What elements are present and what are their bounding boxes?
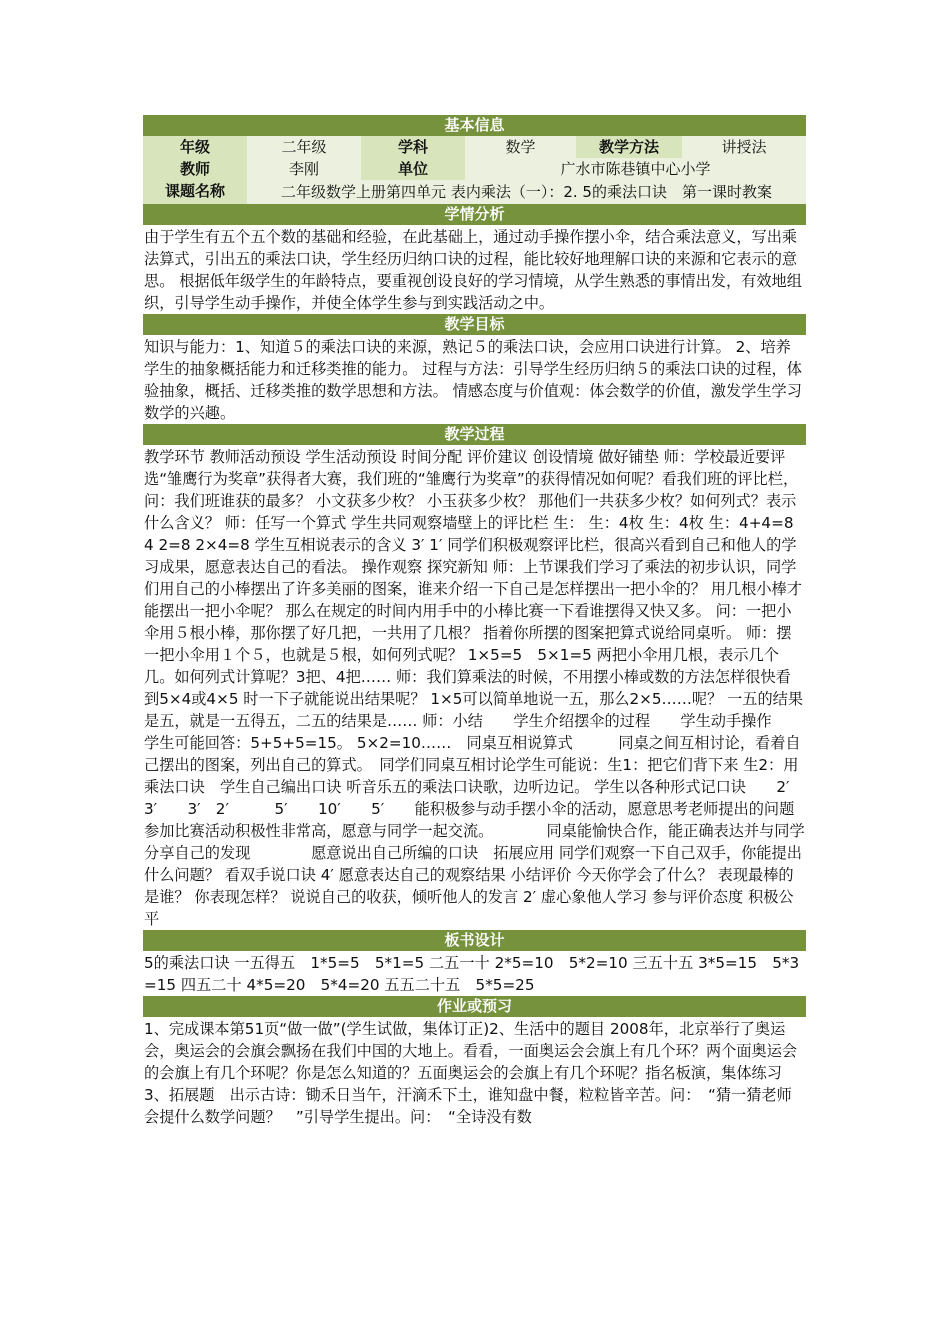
section-header-analysis: 学情分析 [143,204,806,225]
topic-label: 课题名称 [143,180,247,204]
analysis-text: 由于学生有五个五个数的基础和经验，在此基础上，通过动手操作摆小伞，结合乘法意义，写出乘法算式，引出五的乘法口诀，学生经历归纳口诀的过程，能比较好地理解口诀的来源和它表示的意思。 根据低年级学生的年龄特点，要重视创设良好的学习情境，从学生熟悉的事情出发，有效地组织，引导学生动手操作，并使全体学生参与到实践活动之中。 [144,228,802,312]
teacher-label: 教师 [143,158,247,180]
section-header-homework: 作业或预习 [143,996,806,1017]
unit-label: 单位 [361,158,465,180]
basic-info-grid [143,136,806,204]
homework-text: 1、完成课本第51页“做一做”(学生试做，集体订正)2、生活中的题目 2008年，北京举行了奥运会，奥运会的会旗会飘扬在我们中国的大地上。看看，一面奥运会会旗上有几个环？两个面奥运会的会旗上有几个环呢？你是怎么知道的？五面奥运会的会旗上有几个环呢？指名板演，集体练习 3、拓展题 出示古诗：锄禾日当午，汗滴禾下土，谁知盘中餐，粒粒皆辛苦。问： “猜一猜老师会提什么数学问题？ ”引导学生提出。问： “全诗没有数 [144,1020,798,1126]
process-text: 教学环节 教师活动预设 学生活动预设 时间分配 评价建议 创设情境 做好铺垫 师：学校最近要评选“雏鹰行为奖章”获得者大赛，我们班的“雏鹰行为奖章”的获得情况如何呢？看我们班的评比栏，问：我们班谁获的最多？ 小文获多少枚？ 小玉获多少枚？ 那他们一共获多少枚？如何列式？表示什么含义？ 师：任写一个算式 学生共同观察墙壁上的评比栏 生： 生：4枚 生：4枚 生：4+4=8 4 2=8 2×4=8 学生互相说表示的含义 3′ 1′ 同学们积极观察评比栏，很高兴看到自己和他人的学习成果，愿意表达自己的看法。 操作观察 探究新知 师：上节课我们学习了乘法的初步认识，同学们用自己的小棒摆出了许多美丽的图案，谁来介绍一下自己是怎样摆出一把小伞的？ 用几根小棒才能摆出一把小伞呢？ 那么在规定的时间内用手中的小棒比赛一下看谁摆得又快又多。 问：一把小伞用５根小棒，那你摆了好几把，一共用了几根？ 指着你所摆的图案把算式说给同桌听。 师：摆一把小伞用１个５，也就是５根，如何列式呢？ 1×5=5 5×1=5 两把小伞用几根，表示几个几。如何列式计算呢？3把、4把…… 师：我们算乘法的时候，不用摆小棒或数的方法怎样很快看到5×4或4×5 时一下子就能说出结果呢？ 1×5可以简单地说一五，那么2×5……呢？ 一五的结果是五，就是一五得五，二五的结果是…… 师：小结 学生介绍摆伞的过程 学生动手操作 学生可能回答：5+5+5=15。 5×2=10…… 同桌互相说算式 同桌之间互相讨论，看着自己摆出的图案，列出自己的算式。 同学们同桌互相讨论学生可能说：生1：把它们背下来 生2：用乘法口诀 学生自己编出口诀 听音乐五的乘法口诀歌，边听边记。 学生以各种形式记口诀 2′ 3′ 3′ 2′ 5′ 10′ 5′ 能积极参与动手摆小伞的活动，愿意思考老师提出的问题 参加比赛活动积极性非常高，愿意与同学一起交流。 同桌能愉快合作，能正确表达并与同学分享自己的发现 愿意说出自己所编的口诀 拓展应用 同学们观察一下自己双手，你能提出什么问题？ 看双手说口诀 4′ 愿意表达自己的观察结果 小结评价 今天你学会了什么？ 表现最棒的是谁？ 你表现怎样？ 说说自己的收获，倾听他人的发言 2′ 虚心象他人学习 参与评价态度 积极公平 [144,448,840,928]
section-header-goals: 教学目标 [143,314,806,335]
method-label: 教学方法 [576,136,682,158]
teacher-value: 李刚 [288,160,319,178]
grade-value: 二年级 [281,138,327,156]
goals-text: 知识与能力：1、知道５的乘法口诀的来源，熟记５的乘法口诀，会应用口诀进行计算。 2、培养学生的抽象概括能力和迁移类推的能力。 过程与方法：引导学生经历归纳５的乘法口诀的过程，体验抽象，概括、迁移类推的数学思想和方法。 情感态度与价值观：体会数学的价值，激发学生学习数学的兴趣。 [144,338,802,422]
topic-value: 二年级数学上册第四单元 表内乘法（一）：2. 5的乘法口诀 第一课时教案 [281,183,772,201]
subject-label: 学科 [361,136,465,158]
section-header-basic: 基本信息 [143,115,806,136]
method-value: 讲授法 [721,138,767,156]
section-header-process: 教学过程 [143,424,806,445]
subject-value: 数学 [505,138,536,156]
lesson-plan-table [143,115,840,1128]
section-header-board: 板书设计 [143,930,806,951]
unit-value: 广水市陈巷镇中心小学 [560,160,711,178]
board-text: 5的乘法口诀 一五得五 1*5=5 5*1=5 二五一十 2*5=10 5*2=10 三五十五 3*5=15 5*3=15 四五二十 4*5=20 5*4=20 五五二十五 5*5=25 [144,954,800,994]
grade-label: 年级 [143,136,247,158]
